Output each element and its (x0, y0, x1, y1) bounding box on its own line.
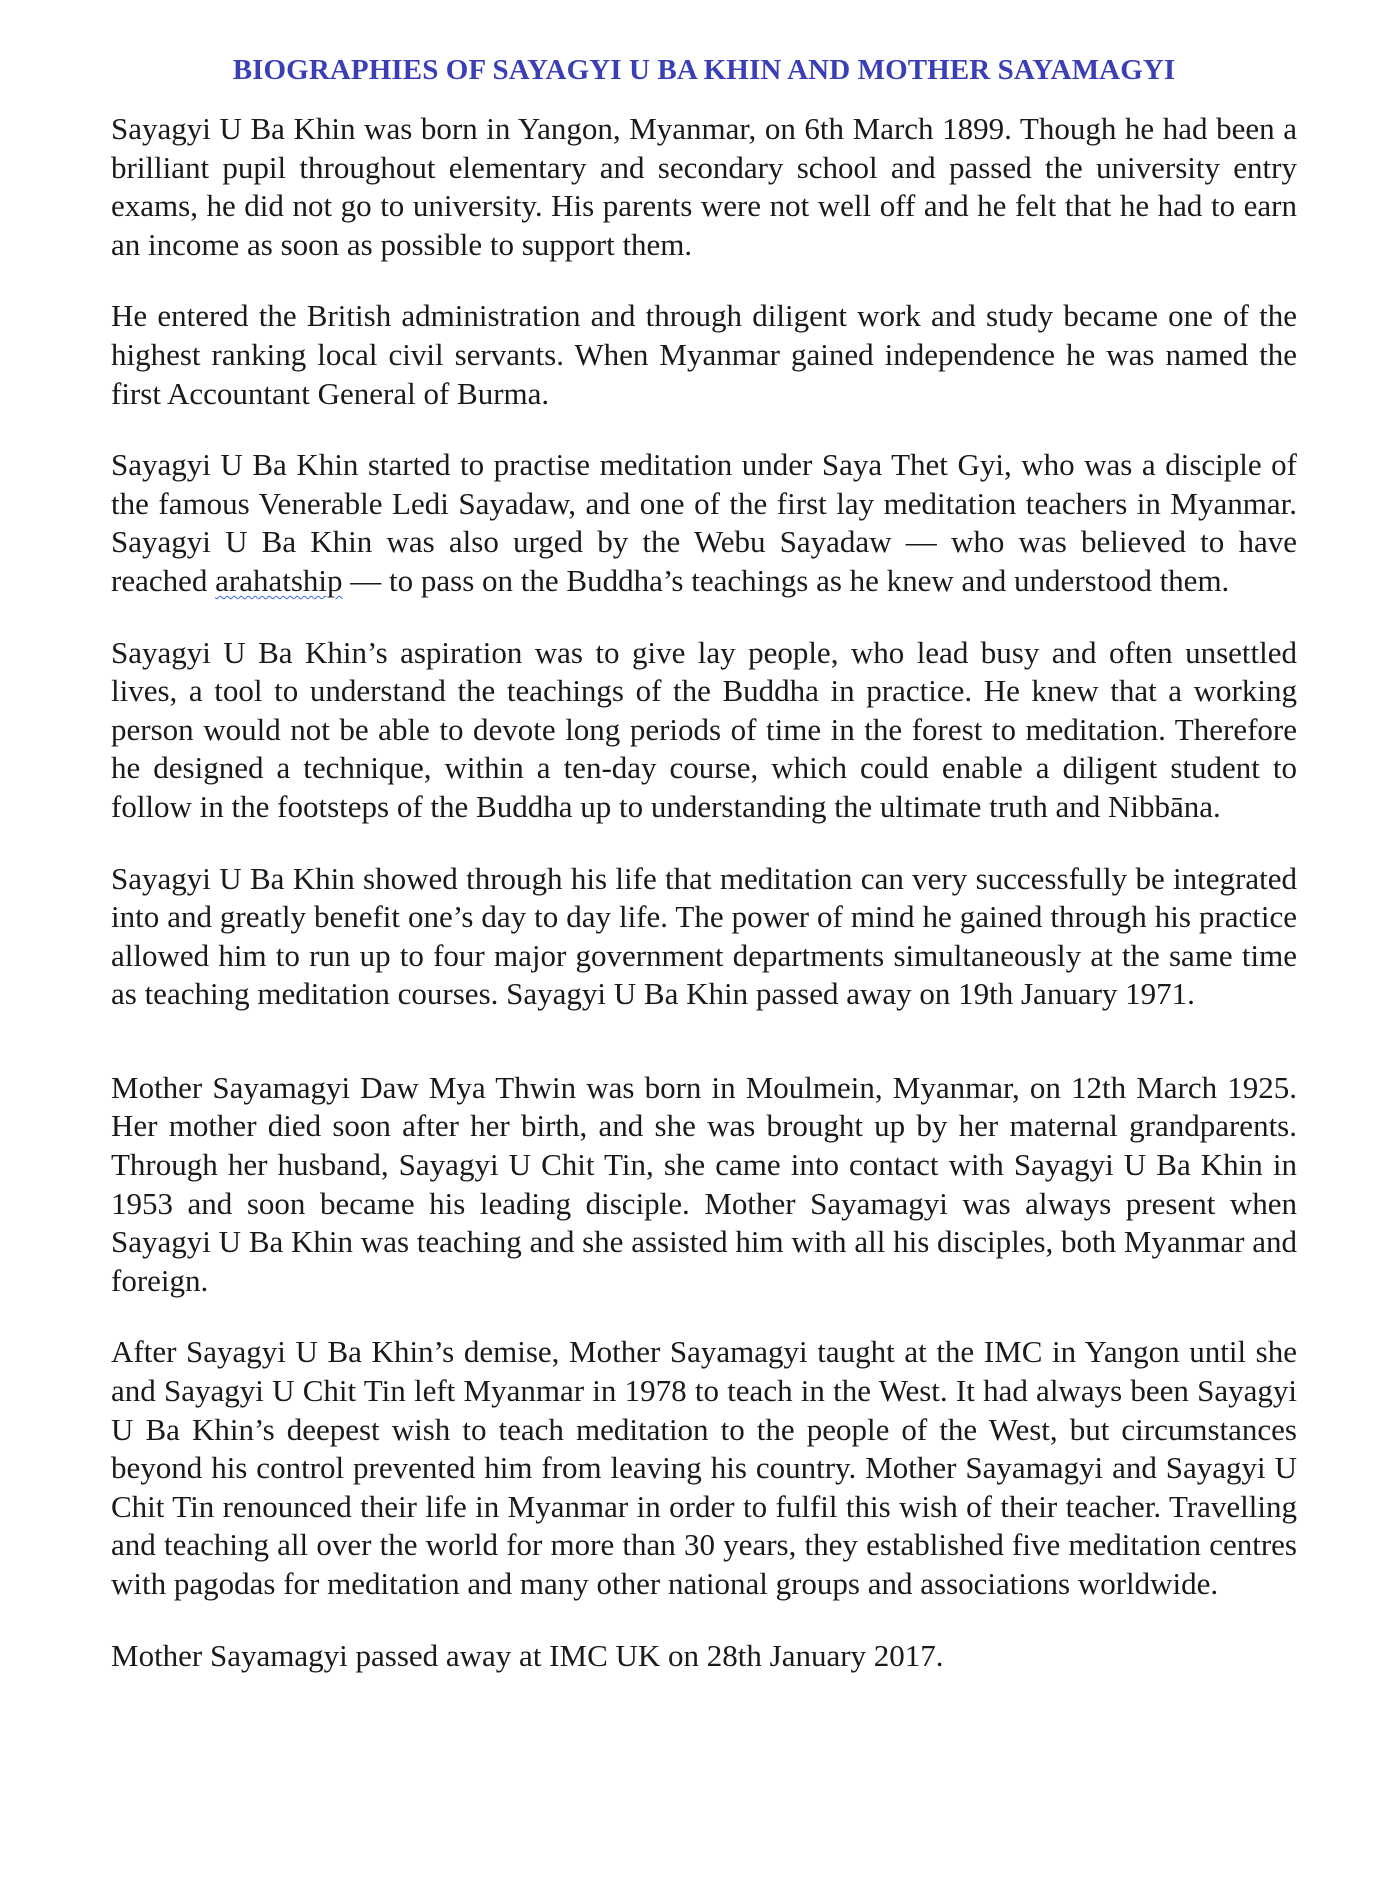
document-title: BIOGRAPHIES OF SAYAGYI U BA KHIN AND MOTHER SAYAMAGYI (232, 54, 1176, 86)
paragraph-ba-khin-aspiration: Sayagyi U Ba Khin’s aspiration was to give lay people, who lead busy and often unsettled lives, a tool to understand the teachings of the Buddha in practice. He knew that a working person would not be able to devote long periods of time in the forest to meditation. Therefore he designed a technique, within a ten-day course, which could enable a diligent student to follow in the footsteps of the Buddha up to understanding the ultimate truth and Nibbāna. (111, 634, 1297, 824)
document-page (111, 52, 1297, 1708)
paragraph-sayamagyi-teaching: After Sayagyi U Ba Khin’s demise, Mother Sayamagyi taught at the IMC in Yangon until she and Sayagyi U Chit Tin left Myanmar in 1978 to teach in the West. It had always been Sayagyi U Ba Khin’s deepest wish to teach meditation to the people of the West, but circumstances beyond his control prevented him from leaving his country. Mother Sayamagyi and Sayagyi U Chit Tin renounced their life in Myanmar in order to fulfil this wish of their teacher. Travelling and teaching all over the world for more than 30 years, they established five meditation centres with pagodas for meditation and many other national groups and associations worldwide. (111, 1334, 1297, 1601)
paragraph-ba-khin-legacy: Sayagyi U Ba Khin showed through his life that meditation can very successfully be integrated into and greatly benefit one’s day to day life. The power of mind he gained through his practice allowed him to run up to four major government departments simultaneously at the same time as teaching meditation courses. Sayagyi U Ba Khin passed away on 19th January 1971. (111, 860, 1297, 1012)
paragraph-sayamagyi-passing: Mother Sayamagyi passed away at IMC UK on 28th January 2017. (111, 1637, 944, 1673)
paragraph-text-segment: — to pass on the Buddha’s teachings as he knew and understood them. (342, 562, 1230, 598)
paragraph-ba-khin-meditation (111, 446, 1297, 600)
paragraph-sayamagyi-birth: Mother Sayamagyi Daw Mya Thwin was born in Moulmein, Myanmar, on 12th March 1925. Her mother died soon after her birth, and she was brought up by her maternal grandparents. Through her husband, Sayagyi U Chit Tin, she came into contact with Sayagyi U Ba Khin in 1953 and soon became his leading disciple. Mother Sayamagyi was always present when Sayagyi U Ba Khin was teaching and she assisted him with all his disciples, both Myanmar and foreign. (111, 1069, 1297, 1298)
paragraph-ba-khin-birth: Sayagyi U Ba Khin was born in Yangon, Myanmar, on 6th March 1899. Though he had been a brilliant pupil throughout elementary and secondary school and passed the university entry exams, he did not go to university. His parents were not well off and he felt that he had to earn an income as soon as possible to support them. (111, 111, 1297, 262)
spellcheck-flagged-word[interactable]: arahatship (215, 562, 343, 598)
paragraph-text-segment: Sayagyi U Ba Khin started to practise meditation under Saya Thet Gyi, who was a disciple of the famous Venerable Ledi Sayadaw, and one of the first lay meditation teachers in Myanmar. Sayagyi U Ba Khin was also urged by the Webu Sayadaw — who was believed to have reached (111, 447, 1297, 598)
paragraph-ba-khin-career: He entered the British administration and through diligent work and study became one of the highest ranking local civil servants. When Myanmar gained independence he was named the first Accountant General of Burma. (111, 298, 1297, 411)
